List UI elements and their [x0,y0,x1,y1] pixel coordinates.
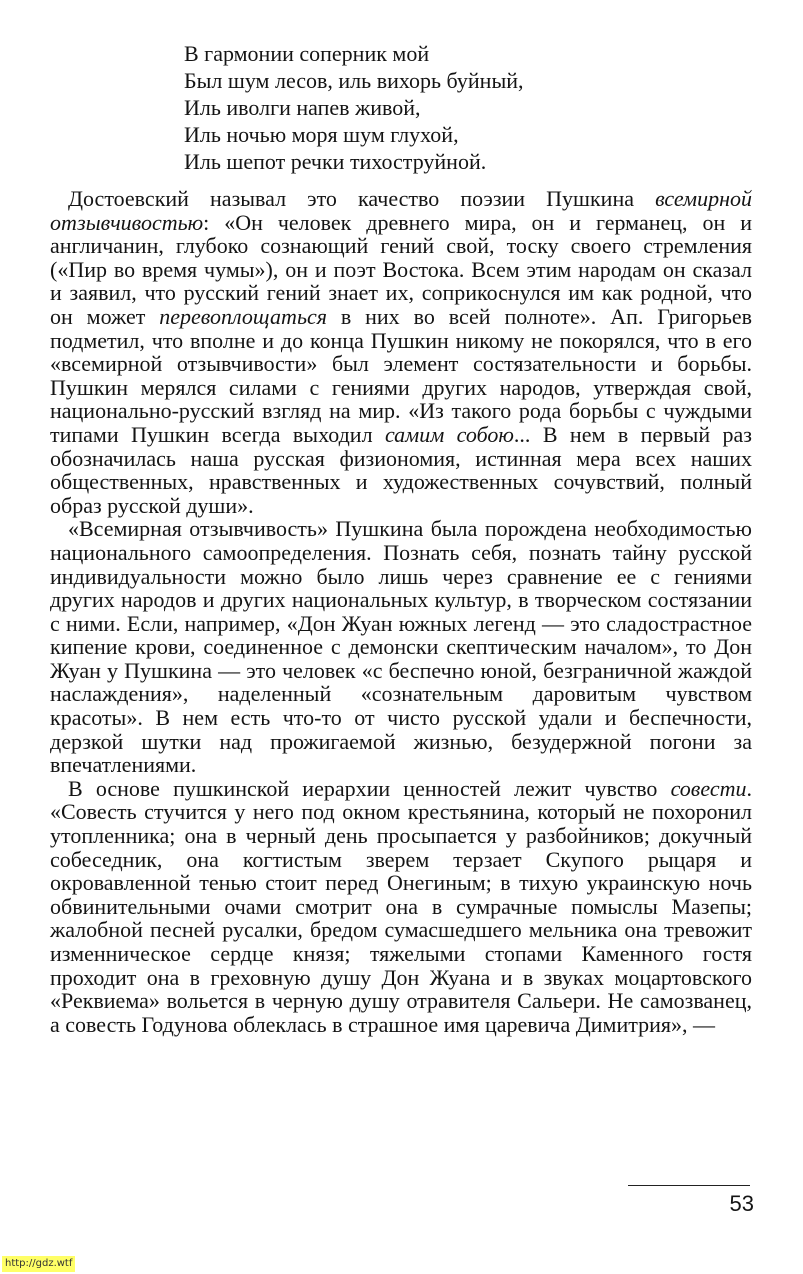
poem-stanza [184,40,744,175]
italic-run: совести [670,775,747,801]
text-run: . «Совесть стучится у него под окном крестьянина, который не похоронил утопленника; она в черный день просыпается у разбойников; докучный собеседник, она когтистым зверем терзает Скупого рыцаря и окровавленной тенью стоит перед Онегиным; в тихую украинскую ночь обвинительными очами смотрит она в сумрачные помыслы Мазепы; жалобной песней русалки, бредом сумасшедшего мельника она тревожит изменническое сердце князя; тяжелыми стопами Каменного гостя проходит она в греховную душу Дон Жуана и в звуках моцартовского «Реквиема» вольется в черную душу отравителя Сальери. Не самозванец, а совесть Годунова облеклась в страшное имя царевича Димитрия», — [50,775,752,1037]
paragraph [50,777,752,1037]
paragraph [50,187,752,517]
poem-line: Иль шепот речки тихоструйной. [184,149,487,174]
poem-line: Был шум лесов, иль вихорь буйный, [184,68,524,93]
body-text [50,187,752,1036]
italic-run: всемирной отзывчивостью [50,186,752,235]
text-run: «Всемирная отзывчивость» Пушкина была порождена необходимостью национального самоопределения. Познать себя, познать тайну русской индивидуальности можно было лишь через сравнение ее с гениями других народов и других национальных культур, в творческом состязании с ними. Если, например, «Дон Жуан южных легенд — это сладострастное кипение крови, соединенное с демонски скептическим началом», то Дон Жуан у Пушкина — это человек «с беспечно юной, безграничной жаждой наслаждения», наделенный «сознательным даровитым чувством красоты». В нем есть что-то от чисто русской удали и беспечности, дерзкой шутки над прожигаемой жизнью, безудержной погони за впечатлениями. [50,516,752,778]
text-run: ... В нем в первый раз обозначилась наша русская физиономия, истинная мера всех наших общественных, нравственных и художественных сочувствий, полный образ русской души». [50,421,752,518]
text-run: Достоевский называл это качество поэзии Пушкина [68,186,656,211]
italic-run: перевоплощаться [159,303,327,329]
poem-line: В гармонии соперник мой [184,41,430,66]
page-number: 53 [729,1191,754,1216]
poem-line: Иль иволги напев живой, [184,95,421,120]
watermark-link[interactable]: http://gdz.wtf [2,1256,75,1272]
paragraph [50,517,752,777]
text-run: : «Он человек древнего мира, он и германец, он и англичанин, глубоко сознающий гений свой, тоску своего стремления («Пир во время чумы»), он и поэт Востока. Всем этим народам он сказал и заявил, что русский гений знает их, соприкоснулся им как родной, что он может [50,209,752,329]
footer-rule [628,1185,750,1186]
italic-run: самим собою [384,421,514,447]
text-run: В основе пушкинской иерархии ценностей лежит чувство [68,775,671,801]
poem-line: Иль ночью моря шум глухой, [184,122,459,147]
text-run: в них во всей полноте». Ап. Григорьев подметил, что вполне и до конца Пушкин никому не покорялся, что в его «всемирной отзывчивости» был элемент состязательности и борьбы. Пушкин мерялся силами с гениями других народов, утверждая свой, национально-русский взгляд на мир. «Из такого рода борьбы с чуждыми типами Пушкин всегда выходил [50,303,753,447]
